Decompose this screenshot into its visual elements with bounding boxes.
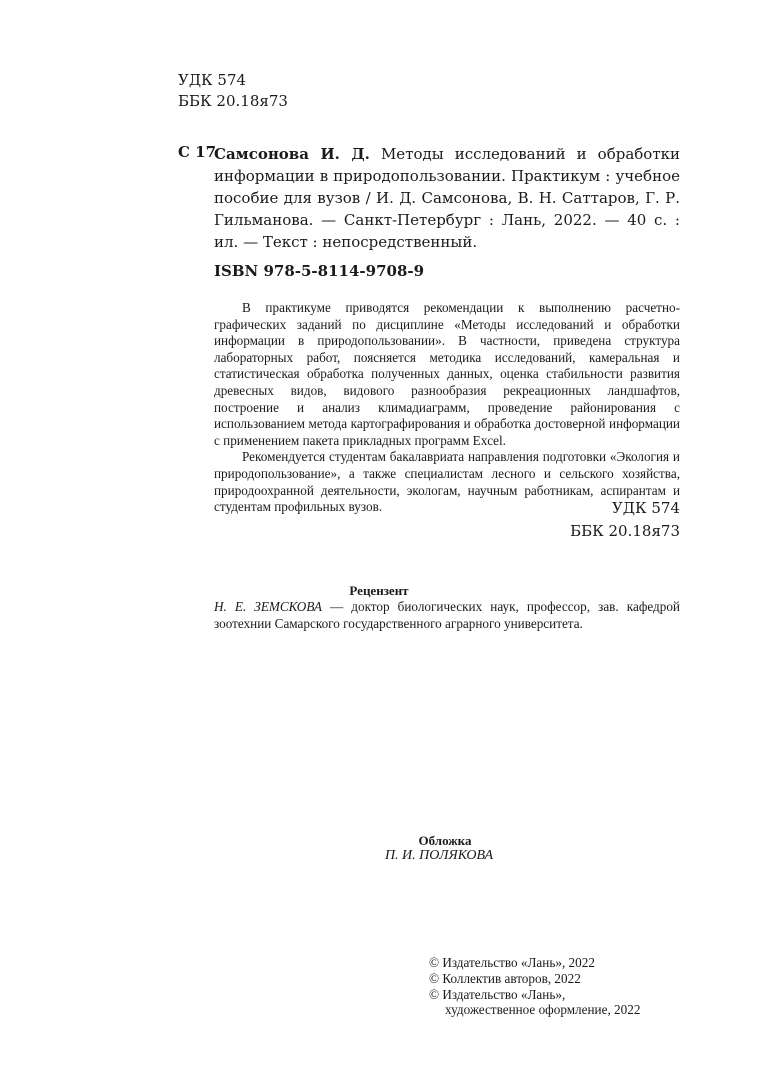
copyright-line: художественное оформление, 2022 — [445, 1002, 641, 1018]
reviewer-description: — доктор биологических наук, профессор, зав. кафедрой зоотехнии Самарского государственного аграрного университета. — [214, 599, 680, 631]
classification-top — [178, 70, 288, 112]
copyright-block — [429, 955, 640, 1018]
title-details: Методы исследований и обработки информации в природопользовании. Практикум : учебное пособие для вузов / И. Д. Самсонова, В. Н. Саттаров, Г. Р. Гильманова. — Санкт-Петербург : Лань, 2022. — 40 с. : ил. — Текст : непосредственный. — [214, 145, 680, 251]
copyright-line: © Издательство «Лань», 2022 — [429, 955, 595, 970]
classification-bottom — [570, 497, 680, 543]
annotation-paragraph-2: Рекомендуется студентам бакалавриата направления подготовки «Экология и природопользование», а также специалистам лесного и сельского хозяйства, природоохранной деятельности, экологам, научным работникам, аспирантам и студентам профильных вузов. — [214, 449, 680, 515]
udk-code: УДК 574 — [178, 71, 247, 89]
isbn: ISBN 978-5-8114-9708-9 — [214, 262, 425, 280]
udk-code-bottom: УДК 574 — [611, 499, 680, 517]
reviewer-heading: Рецензент — [349, 583, 409, 598]
cover-designer: П. И. ПОЛЯКОВА — [384, 848, 494, 863]
annotation — [214, 300, 680, 516]
author-name: Самсонова И. Д. — [214, 145, 370, 163]
bibliographic-description — [214, 143, 680, 253]
bbk-code: ББК 20.18я73 — [178, 92, 288, 110]
author-mark: С 17 — [178, 143, 217, 161]
annotation-paragraph-1: В практикуме приводятся рекомендации к выполнению расчетно-графических заданий по дисциплине «Методы исследований и обработки информации в природопользовании». В частности, приведена структура лабораторных работ, поясняется методика исследований, камеральная и статистическая обработка полученных данных, оценка стабильности развития древесных видов, видового разнообразия рекреационных ландшафтов, построение и анализ климадиаграмм, проведение районирования с использованием метода картографирования и обработка достоверной информации с применением пакета прикладных программ Excel. — [214, 300, 680, 448]
copyright-line: © Коллектив авторов, 2022 — [429, 970, 581, 986]
bbk-code-bottom: ББК 20.18я73 — [570, 522, 680, 540]
copyright-line: © Издательство «Лань», — [429, 986, 566, 1002]
cover-heading: Обложка — [418, 833, 472, 848]
reviewer-name: Н. Е. ЗЕМСКОВА — [214, 599, 322, 614]
reviewer-text — [214, 598, 680, 632]
